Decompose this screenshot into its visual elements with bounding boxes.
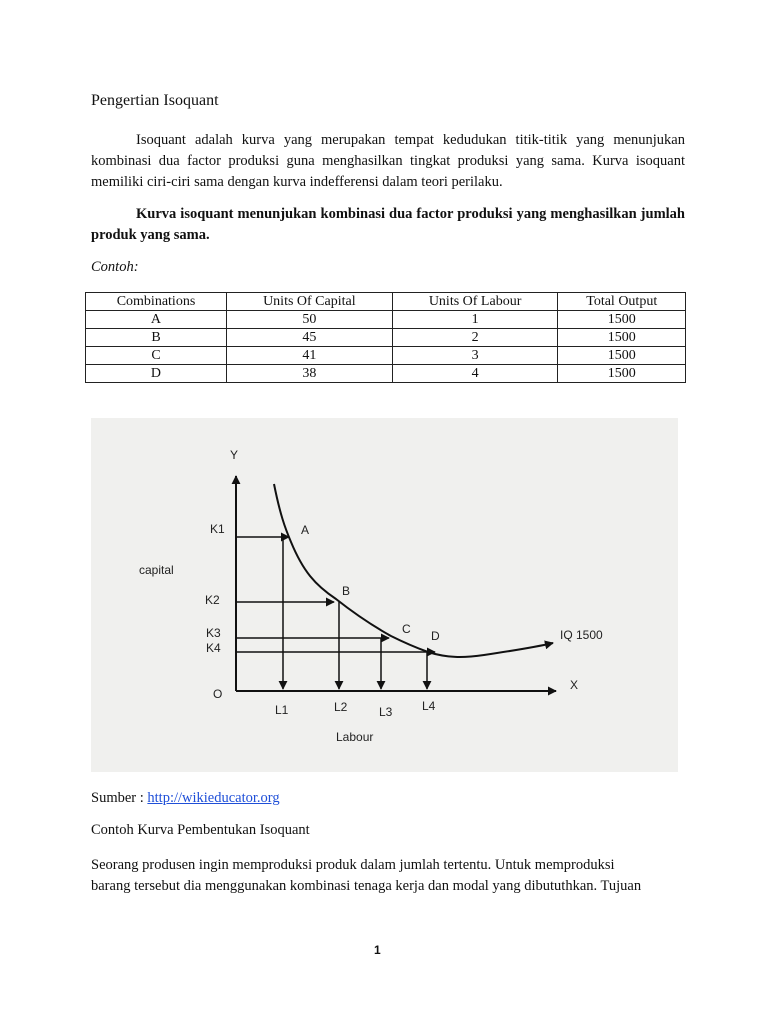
table-header: Units Of Labour: [392, 293, 558, 311]
table-header-row: [86, 293, 686, 311]
table-cell: 1500: [558, 365, 686, 383]
curve-label: IQ 1500: [560, 628, 603, 642]
isoquant-curve: [274, 484, 553, 657]
table-row: [86, 311, 686, 329]
table-header: Units Of Capital: [226, 293, 392, 311]
table-cell: 2: [392, 329, 558, 347]
capital-tick: K4: [206, 641, 221, 655]
table-cell: D: [86, 365, 227, 383]
labour-axis-title: Labour: [336, 730, 374, 744]
source-line: [91, 790, 280, 807]
bold-summary-text: Kurva isoquant menunjukan kombinasi dua factor produksi yang menghasilkan jumlah produk yang sama.: [91, 206, 685, 243]
table-header: Total Output: [558, 293, 686, 311]
capital-tick: K3: [206, 626, 221, 640]
table-cell: C: [86, 347, 227, 365]
capital-tick: K2: [205, 593, 220, 607]
table-cell: 41: [226, 347, 392, 365]
table-cell: 50: [226, 311, 392, 329]
page-number: 1: [374, 943, 381, 957]
table-cell: 3: [392, 347, 558, 365]
point-label: B: [342, 584, 351, 598]
table-row: [86, 365, 686, 383]
labour-tick: L3: [379, 705, 393, 719]
example-label: Contoh:: [91, 259, 139, 275]
table-cell: B: [86, 329, 227, 347]
table-cell: 1500: [558, 347, 686, 365]
y-axis-letter: Y: [230, 448, 239, 462]
isoquant-diagram: [91, 418, 678, 772]
table-header: Combinations: [86, 293, 227, 311]
table-cell: 1500: [558, 311, 686, 329]
table-row: [86, 329, 686, 347]
isoquant-figure: [91, 418, 678, 772]
section-heading: Pengertian Isoquant: [91, 92, 219, 109]
point-label: D: [431, 629, 440, 643]
capital-axis-title: capital: [139, 563, 174, 577]
definition-text: Isoquant adalah kurva yang merupakan tempat kedudukan titik-titik yang menunjukan kombinasi dua factor produksi guna menghasilkan tingkat produksi yang sama. Kurva isoquant memiliki ciri-ciri sama dengan kurva indefferensi dalam teori perilaku.: [91, 132, 685, 190]
table-cell: 4: [392, 365, 558, 383]
bold-summary-paragraph: [91, 204, 685, 246]
table-cell: 45: [226, 329, 392, 347]
intro-line: Seorang produsen ingin memproduksi produk dalam jumlah tertentu. Untuk memproduksi: [91, 857, 615, 873]
table-cell: A: [86, 311, 227, 329]
intro-line: barang tersebut dia menggunakan kombinasi tenaga kerja dan modal yang dibututhkan. Tujuan: [91, 878, 642, 894]
table-cell: 1500: [558, 329, 686, 347]
table-cell: 1: [392, 311, 558, 329]
origin-label: O: [213, 687, 223, 701]
labour-tick: L4: [422, 699, 436, 713]
table-row: [86, 347, 686, 365]
x-axis-letter: X: [570, 678, 579, 692]
source-label: Sumber :: [91, 790, 148, 806]
point-label: A: [301, 523, 310, 537]
subheading: Contoh Kurva Pembentukan Isoquant: [91, 822, 310, 838]
point-label: C: [402, 622, 411, 636]
capital-tick: K1: [210, 522, 225, 536]
table-cell: 38: [226, 365, 392, 383]
definition-paragraph: [91, 130, 685, 193]
source-link[interactable]: http://wikieducator.org: [147, 790, 280, 806]
intro-paragraph: [91, 855, 685, 897]
combinations-table: [85, 292, 686, 383]
labour-tick: L2: [334, 700, 348, 714]
labour-tick: L1: [275, 703, 289, 717]
